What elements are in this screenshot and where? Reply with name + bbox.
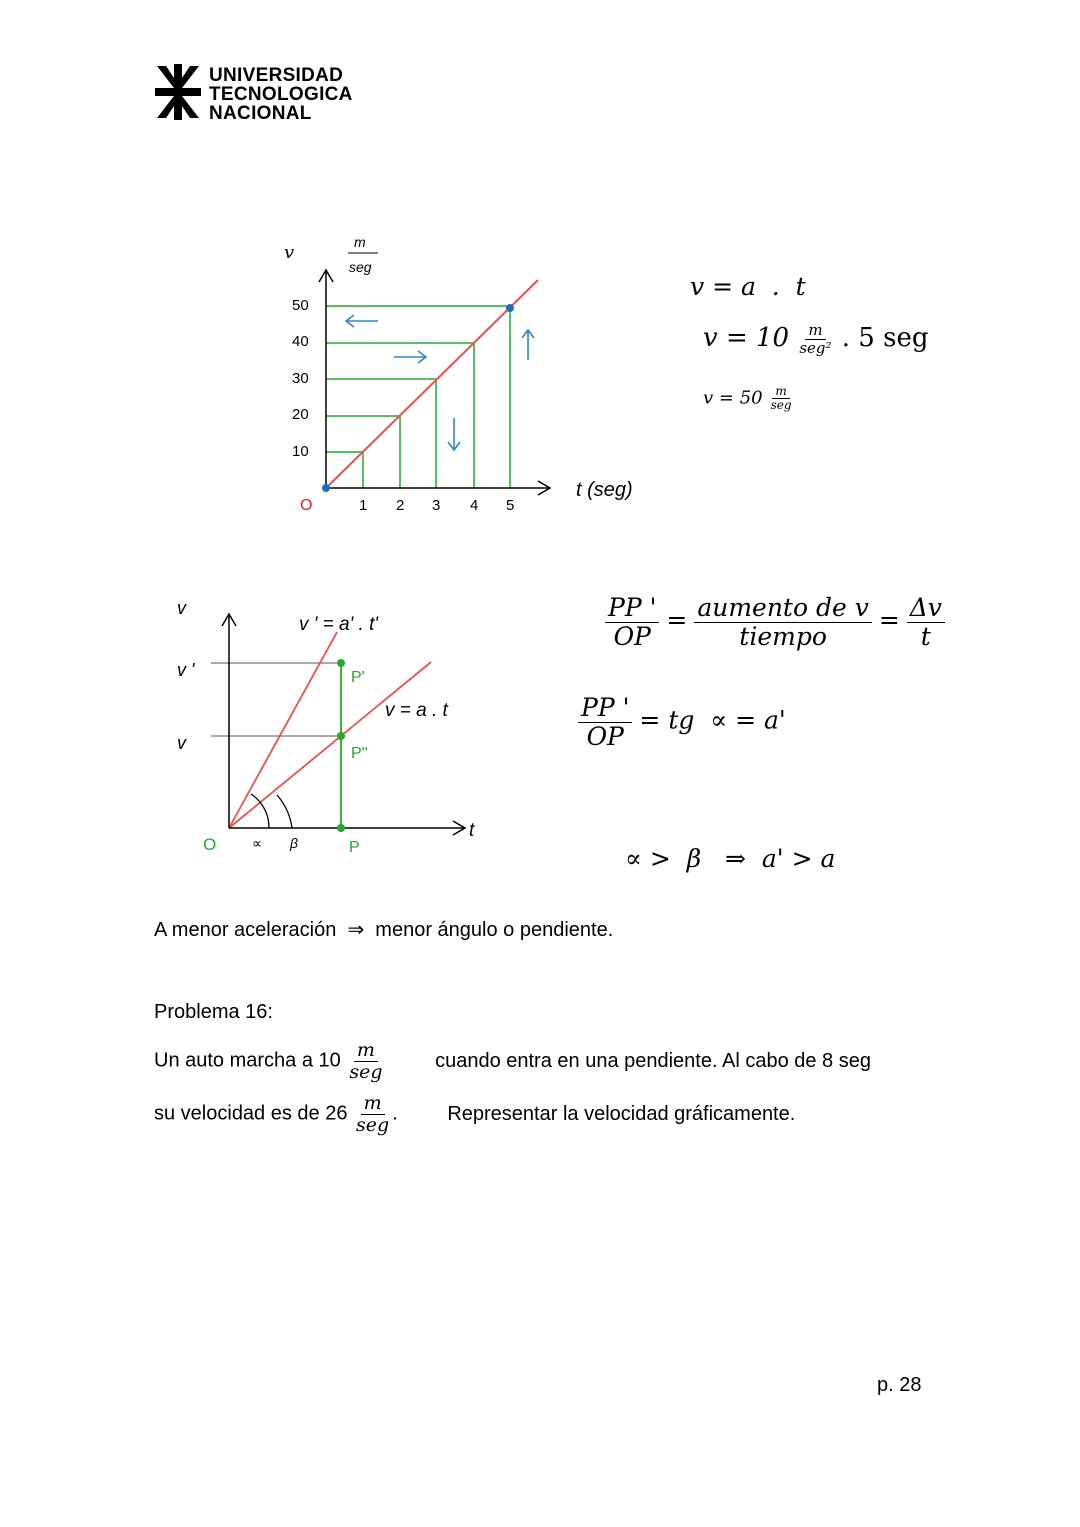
eq-v-10: v = 10 [703,323,790,353]
beta-label: β [290,835,298,851]
y-tick-50: 50 [292,297,309,314]
eq-v-50: v = 50 [703,387,763,409]
y-tick-20: 20 [292,406,309,423]
endpoint-dot [506,304,514,312]
problem-line2-post: Representar la velocidad gráficamente. [447,1102,796,1125]
equation-v-result [703,385,795,412]
frac2-den: tiempo [739,621,827,651]
alpha-arc [251,794,269,828]
origin-label: O [300,497,313,514]
velocity-line [326,280,538,488]
p-prime-dot [337,659,345,667]
steep-line [229,632,337,828]
delta-v-over-t-fraction [907,594,945,650]
y-tick-40: 40 [292,333,309,350]
frac3-num: Δv [907,594,945,623]
conclusion-text: A menor aceleración ⇒ menor ángulo o pendiente. [154,919,614,941]
eq-unit-den: seg² [799,338,832,357]
slope-equation: $\frac{PP '}{OP}$ = $\frac{\text{aumento de v}}{\text{tiempo}}$ = $\frac{\Delta v}{t}$ [605,594,945,650]
unit-numerator: m [354,234,366,250]
unit-denominator: seg [349,259,372,275]
equation-line: v = a . t [385,700,448,721]
p-prime-label: P' [351,669,365,686]
v-label: v [177,733,186,753]
equation-prime: v ' = a' . t' [299,614,378,635]
university-name-line2: TECNOLOGICA [209,84,353,105]
p-double-prime-label: P'' [351,745,368,762]
p-double-prime-dot [337,732,345,740]
eq-result-fraction [768,385,795,412]
v-axis-label: v [177,598,186,618]
p-label: P [349,839,360,856]
velocity-time-graph [270,228,690,528]
frac3-den: t [920,621,931,651]
line1-unit-num: m [354,1040,378,1062]
origin-label: O [203,835,217,854]
slope-comparison-graph [165,590,505,870]
increase-over-time-fraction [694,594,872,650]
pp-over-op-fraction [605,594,659,650]
x-tick-2: 2 [396,497,405,514]
eq-unit-fraction [796,322,834,356]
x-tick-5: 5 [506,497,515,514]
equation-v-calc [703,322,928,356]
blue-arrows [346,315,534,450]
frac4-den: OP [586,721,624,751]
origin-dot [322,484,330,492]
line1-unit-fraction [346,1040,385,1083]
frac1-den: OP [613,621,651,651]
t-axis-label: t (seg) [576,479,633,501]
p-dot [337,824,345,832]
page-number: p. 28 [877,1374,922,1396]
university-name-line3: NACIONAL [209,103,312,124]
line2-unit-num: m [361,1093,385,1115]
tg-result: = tg ∝ = a' [639,705,786,735]
header-logo [155,64,385,124]
x-tick-1: 1 [359,497,368,514]
angle-comparison: ∝ > β ⇒ a' > a [625,844,836,873]
eq-result-num: m [772,385,789,399]
equation-v-at: v = a . t [690,272,806,301]
frac4-num: PP ' [578,694,632,723]
problem-title: Problema 16: [154,1001,273,1023]
university-name-line1: UNIVERSIDAD [209,65,344,86]
t-axis-label: t [469,820,475,841]
problem-line-2: su velocidad es de 26 $\frac{m}{\text{seg}}$ . Representar la velocidad gráficamente. [154,1092,796,1136]
line2-unit-den: seg [356,1113,390,1136]
utn-logo-icon [155,64,201,120]
eq-5-seg: . 5 seg [841,323,929,353]
problem-line2-pre: su velocidad es de 26 [154,1102,348,1125]
x-tick-3: 3 [432,497,441,514]
problem-line-1 [154,1040,871,1083]
problem-line1-post: cuando entra en una pendiente. Al cabo de 8 seg [435,1049,871,1072]
v-prime-label: v ' [177,660,195,680]
problem-line1-pre: Un auto marcha a 10 [154,1049,341,1072]
v-axis-label: v [284,242,295,263]
shallow-line [229,662,431,828]
y-tick-30: 30 [292,370,309,387]
y-tick-10: 10 [292,443,309,460]
eq-result-den: seg [770,398,792,413]
tangent-equation [578,694,786,750]
alpha-label: ∝ [252,835,263,851]
frac2-num: aumento de v [694,594,872,623]
pp-over-op-fraction-2 [578,694,632,750]
line1-unit-den: seg [349,1060,383,1083]
beta-arc [277,795,292,828]
guide-lines [211,663,341,736]
eq-unit-num: m [805,322,825,340]
axes [222,614,465,835]
x-tick-4: 4 [470,497,479,514]
frac1-num: PP ' [605,594,659,623]
line2-unit-fraction [353,1093,392,1136]
